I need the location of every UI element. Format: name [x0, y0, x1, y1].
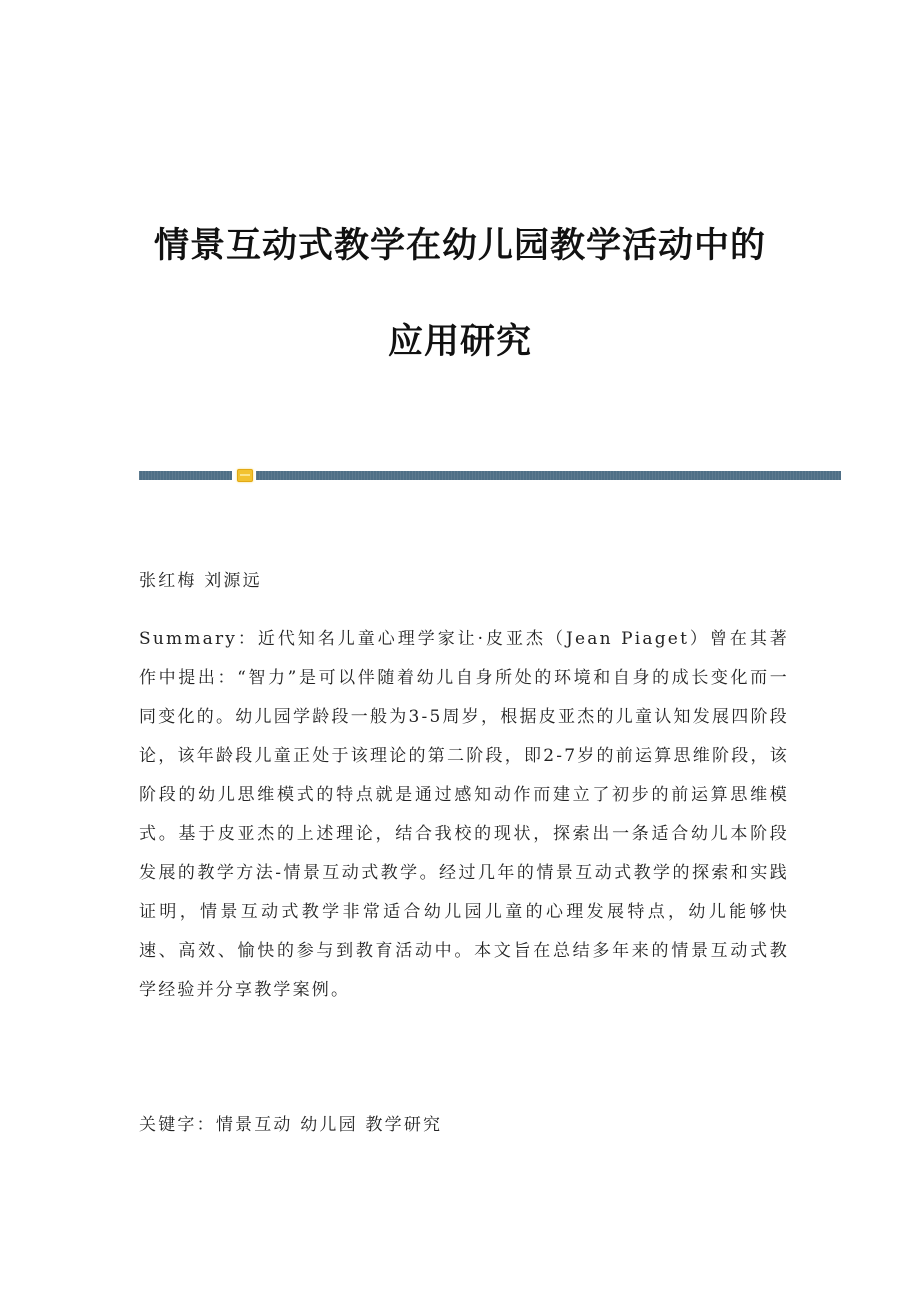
- summary-text: 近代知名儿童心理学家让·皮亚杰（Jean Piaget）曾在其著作中提出：“智力”是可以伴随着幼儿自身所处的环境和自身的成长变化而一同变化的。幼儿园学龄段一般为3-5周岁，根据皮亚杰的儿童认知发展四阶段论，该年龄段儿童正处于该理论的第二阶段，即2-7岁的前运算思维阶段，该阶段的幼儿思维模式的特点就是通过感知动作而建立了初步的前运算思维模式。基于皮亚杰的上述理论，结合我校的现状，探索出一条适合幼儿本阶段发展的教学方法-情景互动式教学。经过几年的情景互动式教学的探索和实践证明，情景互动式教学非常适合幼儿园儿童的心理发展特点，幼儿能够快速、高效、愉快的参与到教育活动中。本文旨在总结多年来的情景互动式教学经验并分享教学案例。: [139, 629, 789, 1000]
- divider-bar-right: [256, 471, 841, 480]
- keywords-label: 关键字：: [139, 1115, 216, 1135]
- keywords: [139, 1106, 789, 1145]
- keywords-list: 情景互动 幼儿园 教学研究: [215, 1115, 443, 1135]
- document-title-line-1: 情景互动式教学在幼儿园教学活动中的: [153, 226, 766, 266]
- summary-label: Summary：: [139, 629, 258, 649]
- summary-paragraph: [139, 620, 789, 1010]
- divider-bar-left: [139, 471, 232, 480]
- authors: 张红梅 刘源远: [139, 571, 262, 591]
- document-title-line-2: 应用研究: [387, 322, 532, 362]
- title-divider: [139, 471, 841, 480]
- divider-ornament-icon: [237, 469, 253, 482]
